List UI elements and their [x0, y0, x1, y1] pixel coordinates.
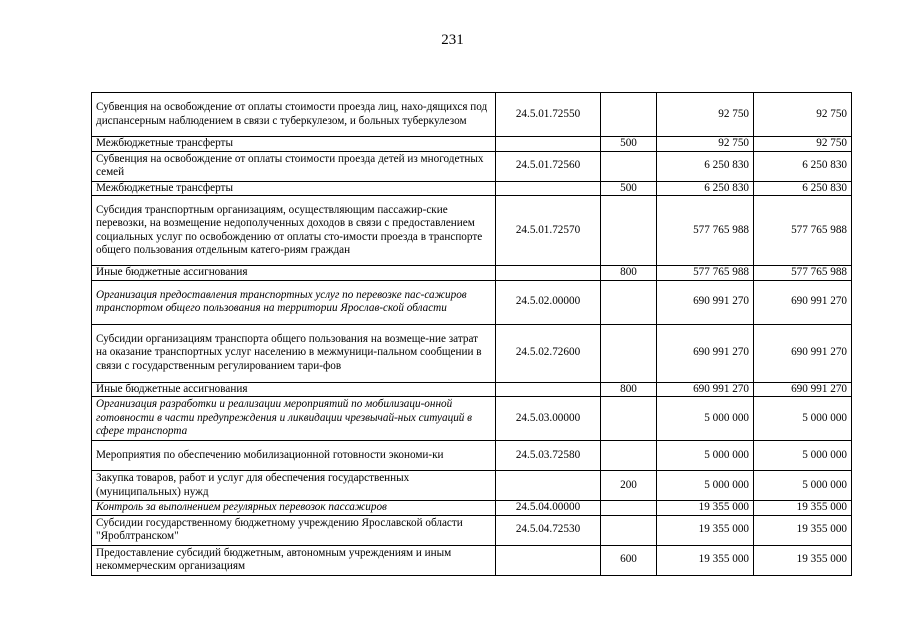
row-sum1-cell: 19 355 000	[657, 545, 754, 575]
row-sum2-cell: 19 355 000	[754, 515, 852, 545]
table-row	[92, 515, 852, 545]
row-name-cell: Закупка товаров, работ и услуг для обеспечения государственных (муниципальных) нужд	[92, 471, 496, 501]
table-row	[92, 397, 852, 441]
row-sum2-cell: 690 991 270	[754, 382, 852, 397]
table-row	[92, 181, 852, 196]
row-sum1-cell: 19 355 000	[657, 501, 754, 516]
row-sum2-cell: 6 250 830	[754, 181, 852, 196]
row-sum1-cell: 92 750	[657, 93, 754, 137]
row-code-cell	[496, 137, 601, 152]
row-sum2-cell: 5 000 000	[754, 471, 852, 501]
row-sum2-cell: 19 355 000	[754, 545, 852, 575]
row-code-cell: 24.5.02.00000	[496, 280, 601, 324]
row-code-cell	[496, 545, 601, 575]
row-name-cell: Контроль за выполнением регулярных перевозок пассажиров	[92, 501, 496, 516]
row-name-cell: Субвенция на освобождение от оплаты стоимости проезда детей из многодетных семей	[92, 151, 496, 181]
row-sum1-cell: 5 000 000	[657, 471, 754, 501]
row-kind-cell	[601, 196, 657, 266]
table-row	[92, 441, 852, 471]
row-name-cell: Организация предоставления транспортных услуг по перевозке пас-сажиров транспортом общего пользования на территории Ярослав-ской области	[92, 280, 496, 324]
budget-table	[91, 92, 852, 576]
table-row	[92, 501, 852, 516]
row-kind-cell	[601, 324, 657, 382]
table-row	[92, 280, 852, 324]
table-row	[92, 137, 852, 152]
table-row	[92, 382, 852, 397]
row-code-cell: 24.5.02.72600	[496, 324, 601, 382]
row-kind-cell	[601, 501, 657, 516]
page-number: 231	[441, 32, 464, 48]
table-row	[92, 93, 852, 137]
row-name-cell: Предоставление субсидий бюджетным, автономным учреждениям и иным некоммерческим организациям	[92, 545, 496, 575]
row-code-cell: 24.5.01.72560	[496, 151, 601, 181]
table-row	[92, 471, 852, 501]
row-sum2-cell: 6 250 830	[754, 151, 852, 181]
row-name-cell: Субвенция на освобождение от оплаты стоимости проезда лиц, нахо-дящихся под диспансерным наблюдением в связи с туберкулезом, и больных туберкулезом	[92, 93, 496, 137]
row-kind-cell	[601, 515, 657, 545]
row-sum1-cell: 5 000 000	[657, 441, 754, 471]
row-code-cell: 24.5.03.72580	[496, 441, 601, 471]
row-name-cell: Иные бюджетные ассигнования	[92, 382, 496, 397]
row-sum1-cell: 19 355 000	[657, 515, 754, 545]
table-row	[92, 151, 852, 181]
row-sum2-cell: 92 750	[754, 137, 852, 152]
budget-table-body	[92, 93, 852, 576]
row-sum1-cell: 6 250 830	[657, 151, 754, 181]
row-sum1-cell: 690 991 270	[657, 280, 754, 324]
row-sum1-cell: 690 991 270	[657, 382, 754, 397]
row-name-cell: Организация разработки и реализации мероприятий по мобилизаци-онной готовности в части предупреждения и ликвидации чрезвычай-ных ситуаций в сфере транспорта	[92, 397, 496, 441]
row-sum1-cell: 690 991 270	[657, 324, 754, 382]
row-kind-cell	[601, 397, 657, 441]
row-sum1-cell: 6 250 830	[657, 181, 754, 196]
row-sum2-cell: 19 355 000	[754, 501, 852, 516]
row-code-cell: 24.5.04.00000	[496, 501, 601, 516]
row-name-cell: Межбюджетные трансферты	[92, 137, 496, 152]
row-code-cell	[496, 266, 601, 281]
row-kind-cell: 800	[601, 266, 657, 281]
row-code-cell: 24.5.01.72550	[496, 93, 601, 137]
row-code-cell	[496, 471, 601, 501]
row-sum2-cell: 5 000 000	[754, 441, 852, 471]
row-sum1-cell: 5 000 000	[657, 397, 754, 441]
row-sum1-cell: 577 765 988	[657, 196, 754, 266]
row-name-cell: Субсидии государственному бюджетному учреждению Ярославской области "Яроблтранском"	[92, 515, 496, 545]
row-sum1-cell: 92 750	[657, 137, 754, 152]
row-kind-cell	[601, 93, 657, 137]
row-code-cell: 24.5.01.72570	[496, 196, 601, 266]
row-sum2-cell: 92 750	[754, 93, 852, 137]
row-code-cell: 24.5.03.00000	[496, 397, 601, 441]
row-kind-cell: 500	[601, 181, 657, 196]
row-sum2-cell: 690 991 270	[754, 280, 852, 324]
row-sum2-cell: 577 765 988	[754, 196, 852, 266]
row-name-cell: Межбюджетные трансферты	[92, 181, 496, 196]
row-kind-cell: 500	[601, 137, 657, 152]
row-kind-cell: 200	[601, 471, 657, 501]
table-row	[92, 545, 852, 575]
row-kind-cell	[601, 151, 657, 181]
table-row	[92, 324, 852, 382]
row-code-cell	[496, 382, 601, 397]
row-sum1-cell: 577 765 988	[657, 266, 754, 281]
row-kind-cell	[601, 280, 657, 324]
row-kind-cell	[601, 441, 657, 471]
row-sum2-cell: 577 765 988	[754, 266, 852, 281]
row-kind-cell: 600	[601, 545, 657, 575]
row-name-cell: Субсидия транспортным организациям, осуществляющим пассажир-ские перевозки, на возмещение недополученных доходов в связи с предоставлением социальных услуг по освобождению от оплаты сто-имости проезда в транспорте общего пользования отдельным катего-риям граждан	[92, 196, 496, 266]
row-sum2-cell: 690 991 270	[754, 324, 852, 382]
table-row	[92, 266, 852, 281]
row-name-cell: Иные бюджетные ассигнования	[92, 266, 496, 281]
row-code-cell	[496, 181, 601, 196]
row-code-cell: 24.5.04.72530	[496, 515, 601, 545]
table-row	[92, 196, 852, 266]
row-kind-cell: 800	[601, 382, 657, 397]
row-name-cell: Субсидии организациям транспорта общего пользования на возмеще-ние затрат на оказание транспортных услуг населению в межмуници-пальном сообщении в связи с государственным регулированием тари-фов	[92, 324, 496, 382]
row-name-cell: Мероприятия по обеспечению мобилизационной готовности экономи-ки	[92, 441, 496, 471]
row-sum2-cell: 5 000 000	[754, 397, 852, 441]
